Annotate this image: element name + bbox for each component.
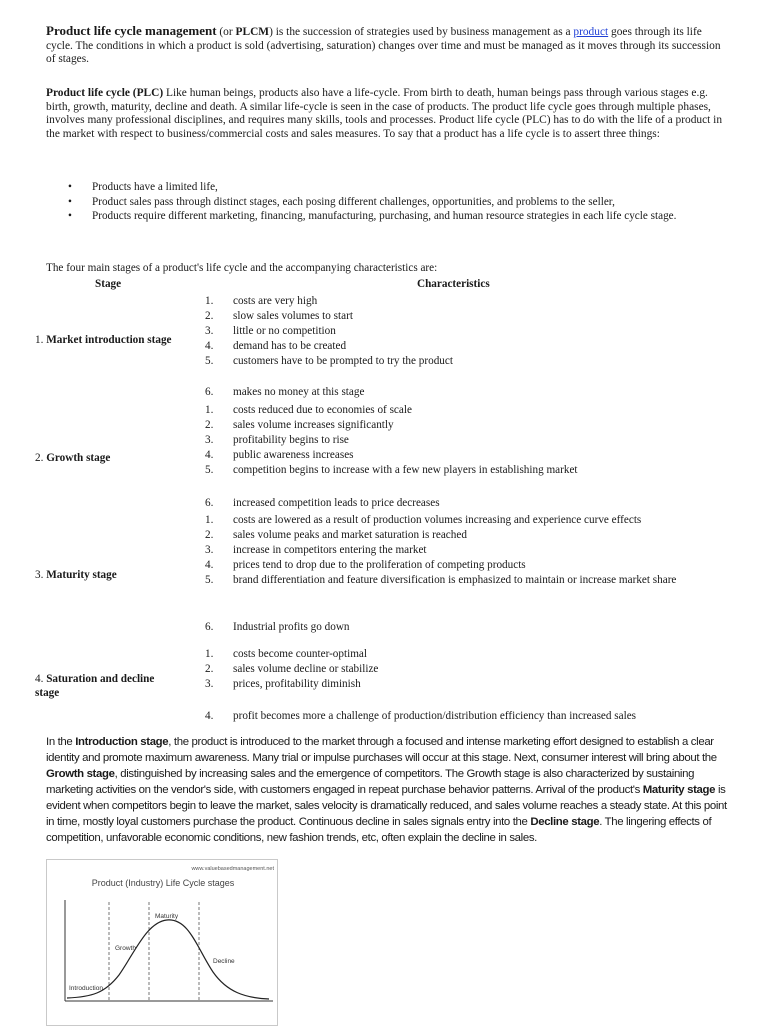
life-cycle-chart — [47, 860, 277, 1025]
list-item: 1. costs are lowered as a result of production volumes increasing and experience curve effects — [205, 514, 642, 526]
decline-extra-item: 4. profit becomes more a challenge of production/distribution efficiency than increased sales — [205, 710, 637, 722]
list-item: 2. slow sales volumes to start — [205, 309, 353, 322]
introduction-extra-item: 6. makes no money at this stage — [205, 386, 365, 398]
plc-paragraph: Product life cycle (PLC) Like human beings, products also have a life-cycle. From birth to death, human beings pass through various stages e.g. birth, growth, maturity, decline and death. A similar life-cycle is seen in the case of products. The product life cycle goes through multiple phases, involves many professional disciplines, and requires many skills, tools and processes. Product life cycle (PLC) has to do with the life of a product in the market with respect to business/commercial costs and sales measures. To say that a product has a life cycle is to assert three things: — [46, 87, 723, 140]
intro-paragraph: Product life cycle management (or PLCM) is the succession of strategies used by business management as a product goes through its life cycle. The conditions in which a product is sold (advertising, saturation) changes over time and must be managed as it moves through its succession of stages. — [46, 23, 721, 66]
life-cycle-figure — [46, 859, 278, 1026]
stages-intro: The four main stages of a product's life cycle and the accompanying characteristics are: — [46, 262, 438, 274]
characteristics-column-header: Characteristics — [417, 278, 490, 290]
plc-term: Product life cycle (PLC) — [46, 87, 164, 99]
list-item: • Products have a limited life, — [46, 181, 730, 195]
introduction-label: Introduction — [69, 985, 103, 992]
stage-column-header: Stage — [95, 278, 122, 290]
stage-label-introduction: 1. Market introduction stage — [35, 334, 172, 346]
decline-characteristics — [205, 647, 730, 692]
stage-label-decline: 4. Saturation and decline stage — [35, 673, 155, 699]
list-item: 3. increase in competitors entering the market — [205, 543, 427, 556]
plcm-abbr: PLCM — [235, 26, 270, 38]
list-item: 2. sales volume decline or stabilize — [205, 662, 379, 675]
stages-summary-paragraph: In the Introduction stage, the product is introduced to the market through a focused and intense marketing effort designed to establish a clear identity and promote maximum awareness. Many trial or impulse purchases will occur at this stage. Next, consumer interest will bring about the Growth stage, distinguished by increasing sales and the emergence of competitors. The Growth stage is also characterized by sustaining marketing activities on the vendor's side, with customers engaged in repeat purchase behavior patterns. Arrival of the product's Maturity stage is evident when competitors begin to leave the market, sales velocity is dramatically reduced, and sales volume reaches a steady state. At this point in time, mostly loyal customers purchase the product. Continuous decline in sales signals entry into the Decline stage. The lingering effects of competition, unfavorable economic conditions, new fashion trends, etc, often explain the decline in sales. — [46, 736, 727, 844]
list-item: 1. costs are very high — [205, 295, 318, 307]
list-item: 4. prices tend to drop due to the proliferation of competing products — [205, 558, 526, 571]
product-link[interactable]: product — [573, 26, 609, 38]
list-item: 2. sales volume peaks and market saturation is reached — [205, 528, 467, 541]
list-item: 3. profitability begins to rise — [205, 433, 349, 446]
figure-title: Product (Industry) Life Cycle stages — [91, 878, 235, 888]
growth-stage-term: Growth stage — [46, 768, 115, 780]
growth-characteristics — [205, 403, 730, 478]
figure-source: www.valuebasedmanagement.net — [191, 866, 274, 872]
introduction-characteristics — [205, 294, 730, 369]
introduction-stage-term: Introduction stage — [75, 736, 169, 748]
list-item: 5. customers have to be prompted to try the product — [205, 354, 453, 367]
list-item: 1. costs become counter-optimal — [205, 648, 367, 660]
maturity-characteristics — [205, 513, 730, 588]
list-item: 1. costs reduced due to economies of scale — [205, 404, 412, 416]
maturity-stage-term: Maturity stage — [642, 784, 716, 796]
stage-label-maturity: 3. Maturity stage — [35, 569, 117, 581]
stage-label-growth: 2. Growth stage — [35, 452, 111, 464]
maturity-label: Maturity — [155, 913, 179, 920]
decline-label: Decline — [213, 958, 235, 965]
maturity-extra-item: 6. Industrial profits go down — [205, 621, 350, 633]
list-item: 5. brand differentiation and feature diversification is emphasized to maintain or increase market share — [205, 573, 677, 586]
list-item: 5. competition begins to increase with a few new players in establishing market — [205, 463, 578, 476]
growth-label: Growth — [115, 945, 136, 952]
plc-assertions-list — [46, 181, 730, 225]
list-item: 4. public awareness increases — [205, 448, 354, 461]
list-item: 3. prices, profitability diminish — [205, 677, 361, 690]
list-item: 3. little or no competition — [205, 324, 336, 337]
growth-extra-item: 6. increased competition leads to price decreases — [205, 497, 440, 509]
list-item: 2. sales volume increases significantly — [205, 418, 394, 431]
list-item: • Products require different marketing, financing, manufacturing, purchasing, and human resource strategies in each life cycle stage. — [46, 210, 730, 224]
list-item: • Product sales pass through distinct stages, each posing different challenges, opportunities, and problems to the seller, — [46, 196, 730, 210]
list-item: 4. demand has to be created — [205, 339, 347, 352]
decline-stage-term: Decline stage — [530, 816, 600, 828]
plcm-term: Product life cycle management — [46, 23, 217, 38]
